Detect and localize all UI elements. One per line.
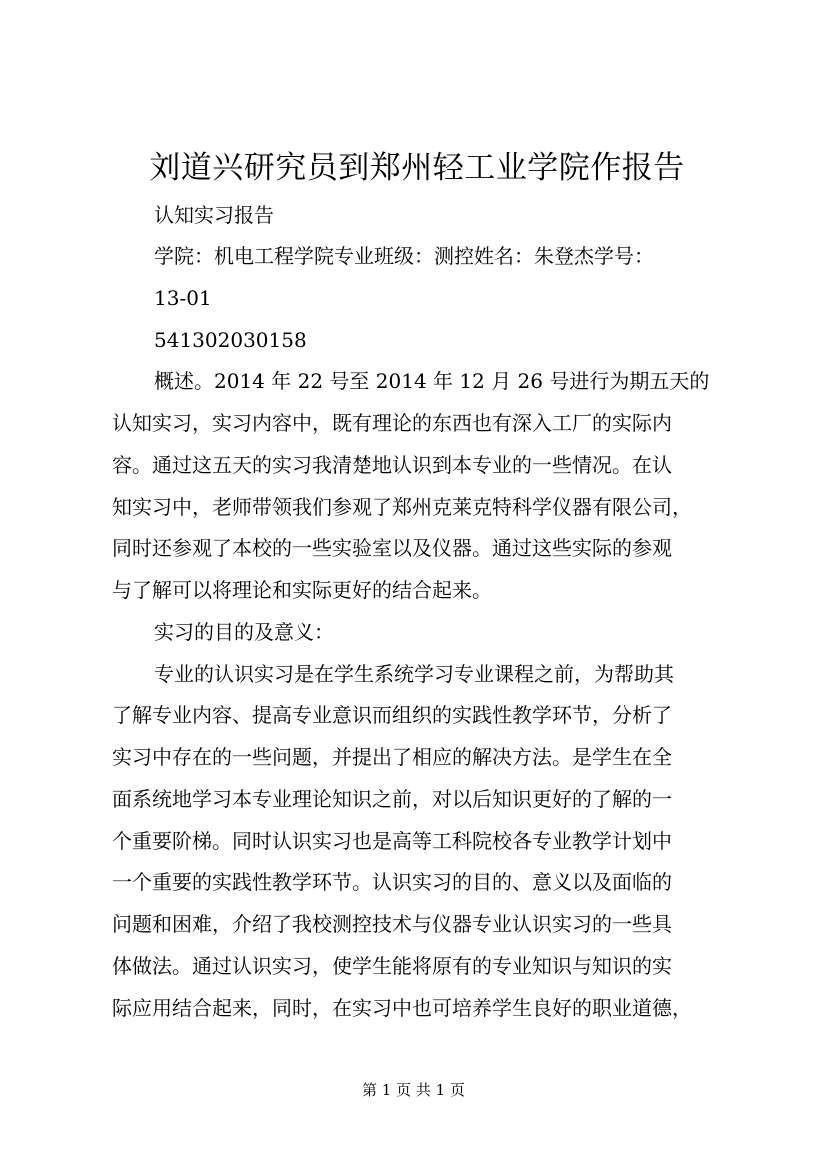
- document-title: 刘道兴研究员到郑州轻工业学院作报告: [149, 150, 685, 186]
- paragraph-line: 知实习中，老师带领我们参观了郑州克莱克特科学仪器有限公司，: [112, 495, 692, 519]
- paragraph-line: 与了解可以将理论和实际更好的结合起来。: [112, 578, 492, 602]
- section-heading: 实习的目的及意义：: [154, 620, 334, 644]
- paragraph-line: 体做法。通过认识实习，使学生能将原有的专业知识与知识的实: [112, 954, 672, 978]
- subtitle-line: 认知实习报告: [154, 203, 274, 227]
- paragraph-line: 同时还参观了本校的一些实验室以及仪器。通过这些实际的参观: [112, 536, 672, 560]
- paragraph-line: 际应用结合起来，同时，在实习中也可培养学生良好的职业道德，: [112, 996, 692, 1020]
- paragraph-line: 问题和困难，介绍了我校测控技术与仪器专业认识实习的一些具: [112, 912, 672, 936]
- paragraph-line: 认知实习，实习内容中，既有理论的东西也有深入工厂的实际内: [112, 411, 672, 435]
- student-id-line: 541302030158: [154, 328, 307, 352]
- class-number-line: 13-01: [154, 286, 212, 310]
- student-info-line: 学院：机电工程学院专业班级：测控姓名：朱登杰学号：: [154, 244, 654, 268]
- page-footer: 第 1 页 共 1 页: [362, 1081, 465, 1099]
- paragraph-line: 面系统地学习本专业理论知识之前，对以后知识更好的了解的一: [112, 787, 672, 811]
- paragraph-line: 概述。2014 年 22 号至 2014 年 12 月 26 号进行为期五天的: [154, 369, 710, 393]
- paragraph-line: 容。通过这五天的实习我清楚地认识到本专业的一些情况。在认: [112, 453, 672, 477]
- paragraph-line: 专业的认识实习是在学生系统学习专业课程之前，为帮助其: [154, 662, 674, 686]
- paragraph-line: 实习中存在的一些问题，并提出了相应的解决方法。是学生在全: [112, 745, 672, 769]
- paragraph-line: 了解专业内容、提高专业意识而组织的实践性教学环节，分析了: [112, 703, 672, 727]
- paragraph-line: 个重要阶梯。同时认识实习也是高等工科院校各专业教学计划中: [112, 829, 672, 853]
- paragraph-line: 一个重要的实践性教学环节。认识实习的目的、意义以及面临的: [112, 870, 672, 894]
